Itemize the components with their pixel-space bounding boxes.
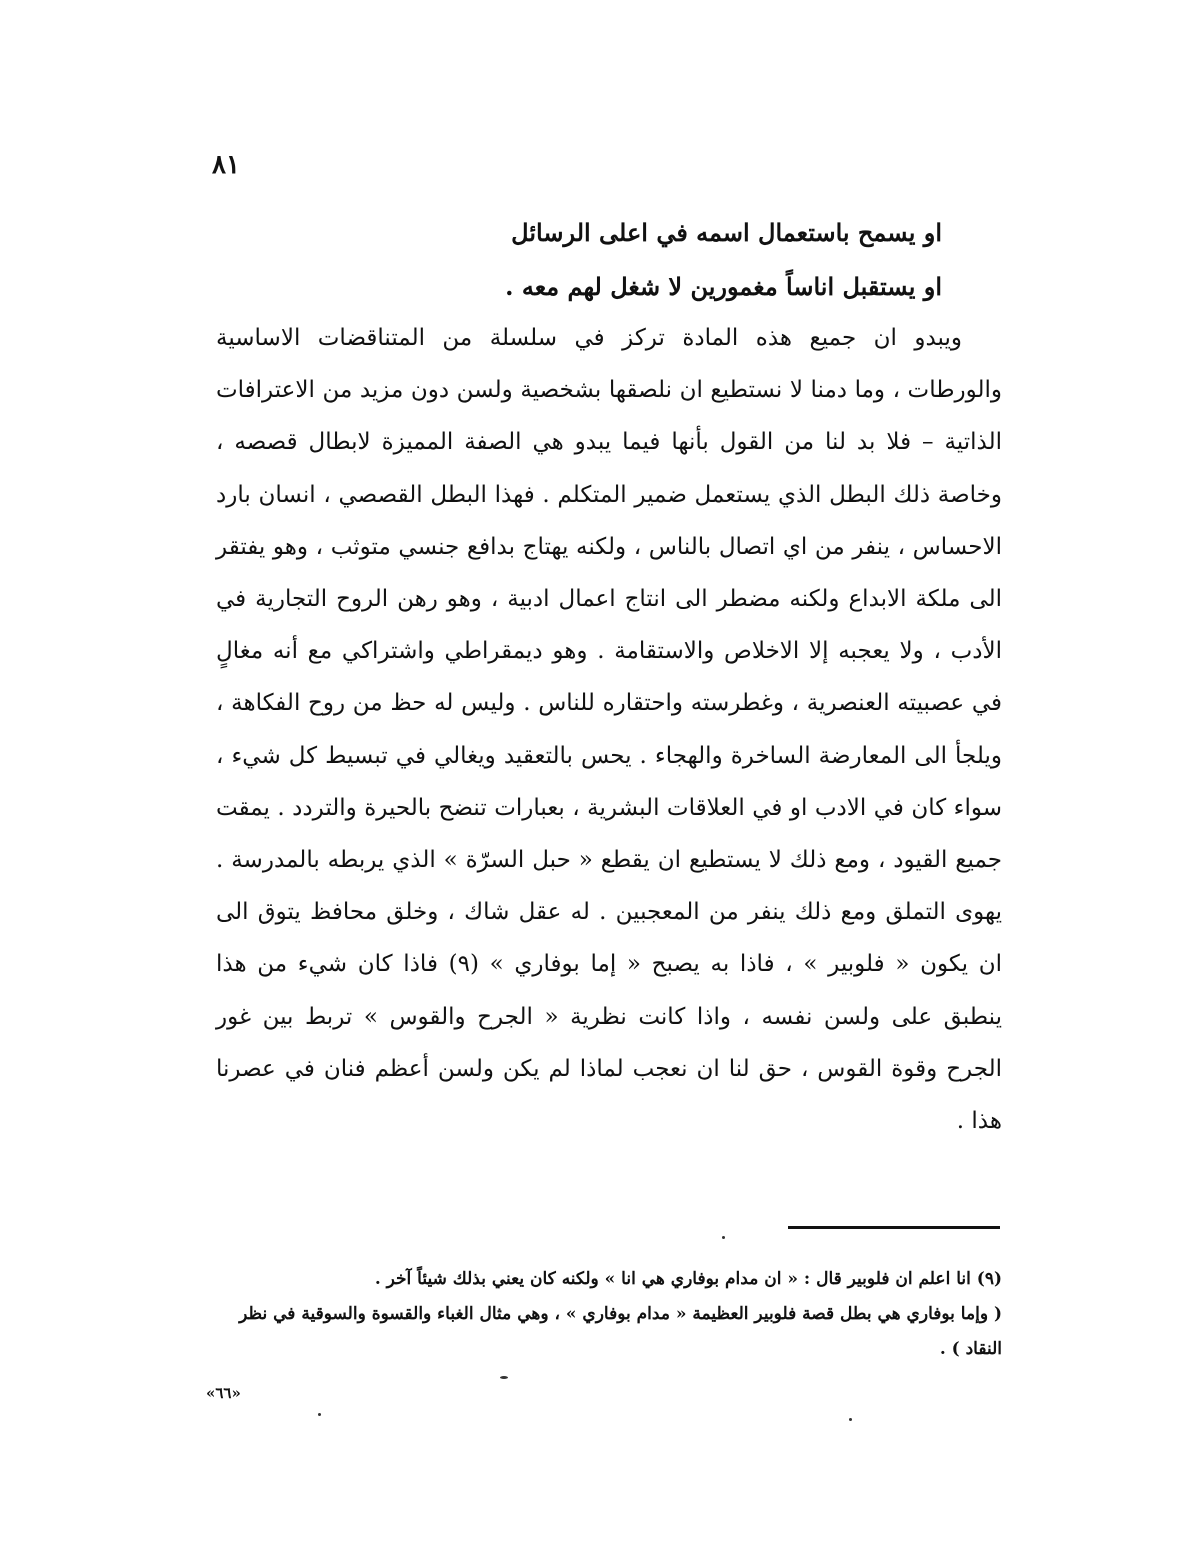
footnote-divider (788, 1226, 1000, 1229)
body-text (216, 312, 1002, 1147)
scan-speck (500, 1376, 508, 1379)
scan-speck (318, 1413, 321, 1416)
verse-block (282, 206, 1002, 314)
footnote: ( وإما بوفاري هي بطل قصة فلوبير العظيمة « مدام بوفاري » ، وهي مثال الغباء والقسوة والسوقية في نظر النقاد ) . (239, 1304, 1002, 1359)
page-number: ٨١ (212, 150, 240, 180)
verse-line: او يسمح باستعمال اسمه في اعلى الرسائل (511, 218, 942, 247)
footnotes (216, 1262, 1002, 1367)
scan-speck (722, 1236, 725, 1239)
printer-signature: «٦٦» (206, 1384, 241, 1402)
scan-speck (849, 1418, 852, 1421)
body-paragraph: ويبدو ان جميع هذه المادة تركز في سلسلة من المتناقضات الاساسية والورطات ، وما دمنا لا نستطيع ان نلصقها بشخصية ولسن دون مزيد من الاعترافات الذاتية – فلا بد لنا من القول بأنها فيما يبدو هي الصفة المميزة لابطال قصصه ، وخاصة ذلك البطل الذي يستعمل ضمير المتكلم . فهذا البطل القصصي ، انسان بارد الاحساس ، ينفر من اي اتصال بالناس ، ولكنه يهتاج بدافع جنسي متوثب ، وهو يفتقر الى ملكة الابداع ولكنه مضطر الى انتاج اعمال ادبية ، وهو رهن الروح التجارية في الأدب ، ولا يعجبه إلا الاخلاص والاستقامة . وهو ديمقراطي واشتراكي مع أنه مغالٍ في عصبيته العنصرية ، وغطرسته واحتقاره للناس . وليس له حظ من روح الفكاهة ، ويلجأ الى المعارضة الساخرة والهجاء . يحس بالتعقيد ويغالي في تبسيط كل شيء ، سواء كان في الادب او في العلاقات البشرية ، بعبارات تنضح بالحيرة والتردد . يمقت جميع القيود ، ومع ذلك لا يستطيع ان يقطع « حبل السرّة » الذي يربطه بالمدرسة . يهوى التملق ومع ذلك ينفر من المعجبين . له عقل شاك ، وخلق محافظ يتوق الى ان يكون « فلوبير » ، فاذا به يصبح « إما بوفاري » (٩) فاذا كان شيء من هذا ينطبق على ولسن نفسه ، واذا كانت نظرية « الجرح والقوس » تربط بين غور الجرح وقوة القوس ، حق لنا ان نعجب لماذا لم يكن ولسن أعظم فنان في عصرنا هذا . (216, 325, 1002, 1135)
verse-line: او يستقبل اناساً مغمورين لا شغل لهم معه . (505, 272, 942, 301)
footnote: (٩) انا اعلم ان فلوبير قال : « ان مدام بوفاري هي انا » ولكنه كان يعني بذلك شيئاً آخر . (374, 1269, 1002, 1289)
